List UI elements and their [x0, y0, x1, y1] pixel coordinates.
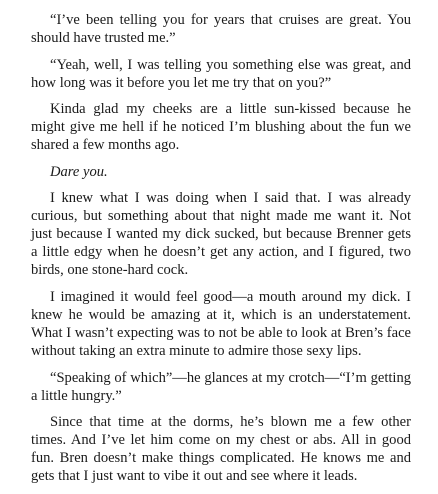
paragraph: Kinda glad my cheeks are a little sun-kissed because he might give me hell if he noticed I’m blushing about the fun we shared a few months ago.: [31, 101, 411, 154]
paragraph-italic: Dare you.: [50, 163, 108, 180]
paragraph: Since that time at the dorms, he’s blown me a few other times. And I’ve let him come on my chest or abs. All in good fun. Bren doesn’t make things complicated. He knows me and gets that I just want to vibe it out and see where it leads.: [31, 414, 411, 485]
paragraph: “Yeah, well, I was telling you something else was great, and how long was it before you let me try that on you?”: [31, 56, 411, 91]
paragraph: I imagined it would feel good—a mouth around my dick. I knew he would be amazing at it, which is an understatement. What I wasn’t expecting was to not be able to look at Bren’s face without taking an extra minute to admire those sexy lips.: [31, 288, 411, 359]
paragraph: I knew what I was doing when I said that. I was already curious, but something about that night made me want it. Not just because I wanted my dick sucked, but because Brenner gets a little edgy when he doesn’t get any action, and I figured, two birds, one stone-hard cock.: [31, 190, 411, 279]
paragraph: “Speaking of which”—he glances at my crotch—“I’m getting a little hungry.”: [31, 369, 411, 404]
book-page: [31, 11, 411, 494]
paragraph: “I’ve been telling you for years that cruises are great. You should have trusted me.”: [31, 12, 411, 46]
